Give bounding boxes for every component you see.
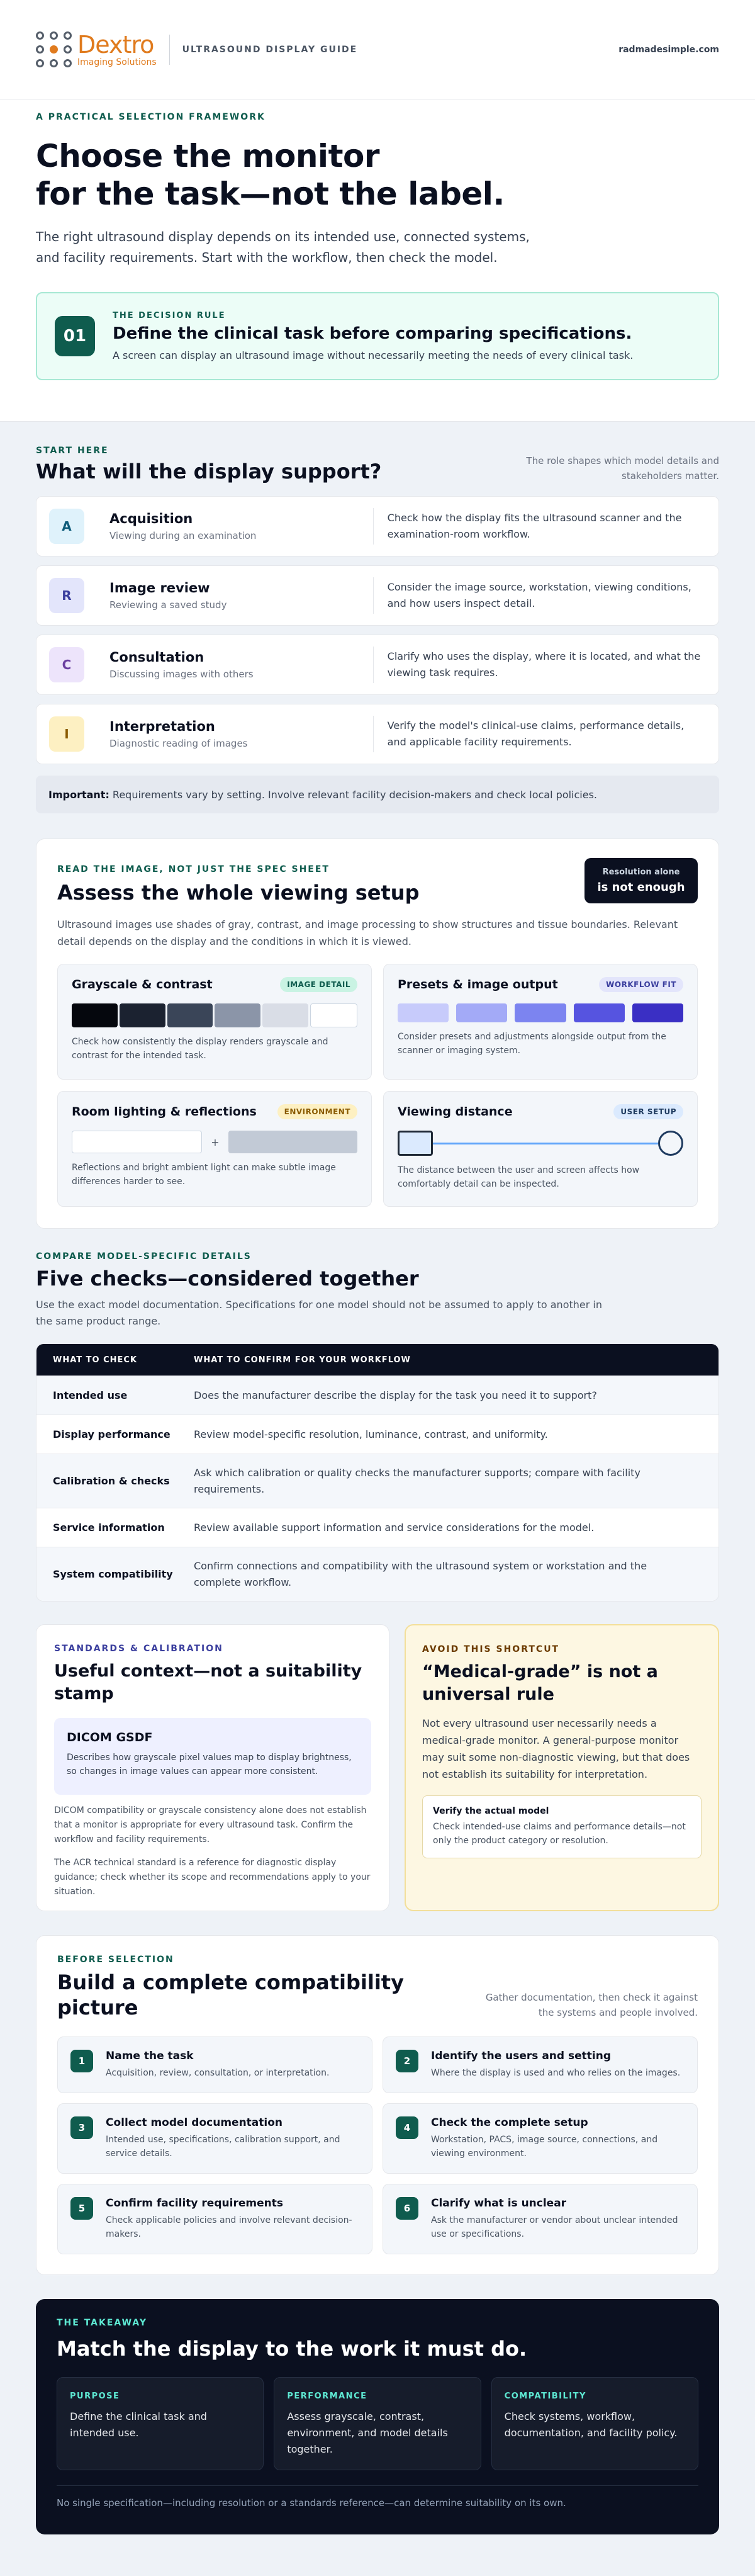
hero	[0, 99, 755, 422]
compat-title: Build a complete compatibility picture	[57, 1970, 404, 2020]
assess-lead: Ultrasound images use shades of gray, contrast, and image processing to show structures and tissue boundaries. Relevant detail depends on the display and the conditions in which it is viewed.	[57, 918, 678, 947]
support-eyebrow: START HERE	[36, 446, 109, 456]
step-item	[383, 2184, 698, 2254]
step-body	[106, 2116, 359, 2161]
table-header	[36, 1344, 719, 1376]
takeaway-title: Match the display to the work it must do.	[57, 2337, 527, 2361]
distance-illustration	[398, 1131, 683, 1156]
checks-eyebrow: COMPARE MODEL-SPECIFIC DETAILS	[36, 1251, 252, 1262]
role-divider	[373, 647, 374, 683]
support-section	[0, 422, 755, 813]
standards-paragraph-2: The ACR technical standard is a reference for diagnostic display guidance; check whether its scope and recommendations apply to your situation.	[54, 1858, 371, 1897]
role-description: Clarify who uses the display, where it is located, and what the viewing task requires.	[387, 650, 701, 679]
step-body	[106, 2050, 329, 2080]
tile-tag: WORKFLOW FIT	[599, 977, 683, 992]
assess-title: Assess the whole viewing setup	[57, 881, 420, 905]
standards-paragraph-1: DICOM compatibility or grayscale consistency alone does not establish that a monitor is appropriate for every ultrasound task. Confirm the workflow and facility requirements.	[54, 1805, 367, 1844]
step-text: Workstation, PACS, image source, connections, and viewing environment.	[431, 2135, 658, 2159]
checks-title: Five checks—considered together	[36, 1267, 419, 1291]
verify-text: Check intended-use claims and performance details—not only the product category or resolution.	[433, 1822, 686, 1846]
important-note	[36, 776, 719, 813]
step-body	[431, 2116, 685, 2161]
takeaway-footnote: No single specification—including resolution or a standards reference—can determine suitability on its own.	[57, 2485, 698, 2509]
viewer-icon	[658, 1131, 683, 1156]
check-name: Service information	[53, 1522, 165, 1534]
step-body	[106, 2197, 359, 2241]
pillar-purpose	[57, 2377, 264, 2470]
check-confirm: Confirm connections and compatibility with the ultrasound system or workstation and the complete workflow.	[194, 1559, 647, 1588]
step-body	[431, 2050, 680, 2080]
standards-eyebrow: STANDARDS & CALIBRATION	[54, 1644, 223, 1654]
table-row	[36, 1547, 719, 1601]
grayscale-swatch	[310, 1003, 357, 1027]
check-name: Calibration & checks	[53, 1475, 170, 1487]
resolution-badge	[584, 858, 698, 903]
step-text: Ask the manufacturer or vendor about unclear intended use or specifications.	[431, 2215, 678, 2239]
tile-tag: IMAGE DETAIL	[280, 977, 357, 992]
role-subtitle: Discussing images with others	[109, 669, 254, 680]
tile-text: Check how consistently the display renders grayscale and contrast for the intended task.	[72, 1037, 328, 1061]
role-divider	[373, 716, 374, 752]
logo[interactable]	[36, 31, 157, 68]
step-title: Collect model documentation	[106, 2116, 283, 2129]
pillar-label: PURPOSE	[70, 2392, 120, 2401]
lighting-illustration	[72, 1131, 357, 1153]
support-title: What will the display support?	[36, 460, 382, 483]
step-number: 4	[396, 2116, 418, 2139]
step-title: Identify the users and setting	[431, 2050, 611, 2062]
pillar-label: COMPATIBILITY	[504, 2392, 586, 2401]
assess-card	[36, 839, 719, 1229]
pillar-compatibility	[491, 2377, 698, 2470]
tile-distance	[383, 1091, 698, 1207]
tile-tag: USER SETUP	[613, 1104, 683, 1119]
standards-split	[36, 1624, 719, 1911]
role-title: Interpretation	[109, 719, 215, 734]
step-body	[431, 2197, 685, 2241]
hero-lead: The right ultrasound display depends on its intended use, connected systems, and facility requirements. Start with the workflow, then check the model.	[36, 229, 530, 265]
avoid-card	[405, 1624, 719, 1911]
tile-title: Viewing distance	[398, 1105, 513, 1119]
role-badge: C	[49, 647, 84, 682]
step-text: Check applicable policies and involve relevant decision-makers.	[106, 2215, 352, 2239]
role-subtitle: Diagnostic reading of images	[109, 738, 248, 749]
takeaway-card	[36, 2299, 719, 2534]
preset-swatch	[632, 1003, 683, 1022]
title-line-1: Choose the monitor	[36, 138, 379, 174]
tile-tag: ENVIRONMENT	[277, 1104, 357, 1119]
role-row-image-review	[36, 565, 719, 626]
role-title: Acquisition	[109, 511, 193, 526]
step-item	[57, 2184, 372, 2254]
step-text: Where the display is used and who relies on the images.	[431, 2068, 681, 2078]
role-badge: R	[49, 578, 84, 613]
role-divider	[373, 508, 374, 545]
screen-light-icon	[72, 1131, 202, 1153]
resolution-badge-line-1: Resolution alone	[602, 867, 680, 877]
check-confirm: Review model-specific resolution, luminance, contrast, and uniformity.	[194, 1428, 548, 1440]
pillar-text: Check systems, workflow, documentation, and facility policy.	[504, 2410, 678, 2439]
role-row-consultation	[36, 635, 719, 695]
check-confirm: Does the manufacturer describe the display for the task you need it to support?	[194, 1389, 597, 1401]
check-name: System compatibility	[53, 1568, 173, 1580]
role-subtitle: Viewing during an examination	[109, 530, 257, 541]
standards-card	[36, 1624, 389, 1911]
step-number: 2	[396, 2050, 418, 2072]
tile-text: Reflections and bright ambient light can make subtle image differences harder to see.	[72, 1163, 336, 1187]
glare-icon	[228, 1131, 357, 1153]
role-row-acquisition	[36, 496, 719, 556]
role-badge: A	[49, 509, 84, 544]
role-divider	[373, 577, 374, 614]
compat-note: Gather documentation, then check it against the systems and people involved.	[485, 1992, 698, 2018]
logo-mark-icon	[36, 31, 72, 68]
column-header-confirm: WHAT TO CONFIRM FOR YOUR WORKFLOW	[194, 1355, 411, 1365]
check-name: Intended use	[53, 1389, 128, 1401]
compat-eyebrow: BEFORE SELECTION	[57, 1955, 174, 1965]
rule-text: A screen can display an ultrasound image without necessarily meeting the needs of every clinical task.	[113, 349, 634, 361]
role-title: Image review	[109, 580, 210, 596]
pillar-performance	[274, 2377, 481, 2470]
pillar-text: Assess grayscale, contrast, environment, and model details together.	[287, 2410, 448, 2455]
page-title	[36, 137, 719, 213]
grayscale-swatch	[120, 1003, 165, 1027]
pillar-grid	[57, 2377, 698, 2470]
step-number: 1	[70, 2050, 93, 2072]
rule-number-badge: 01	[55, 316, 95, 356]
assess-eyebrow: READ THE IMAGE, NOT JUST THE SPEC SHEET	[57, 864, 330, 874]
tile-lighting	[57, 1091, 372, 1207]
site-link[interactable]: radmadesimple.com	[618, 44, 719, 55]
role-description: Verify the model's clinical-use claims, performance details, and applicable facility requirements.	[387, 720, 685, 748]
grayscale-swatch	[215, 1003, 260, 1027]
header-divider	[169, 35, 170, 65]
avoid-body: Not every ultrasound user necessarily needs a medical-grade monitor. A general-purpose monitor may suit some non-diagnostic viewing, but that does not establish its suitability for interpretation.	[422, 1717, 690, 1780]
step-title: Check the complete setup	[431, 2116, 588, 2129]
role-title: Consultation	[109, 650, 204, 665]
tile-title: Presets & image output	[398, 978, 558, 991]
step-item	[383, 2103, 698, 2174]
check-confirm: Ask which calibration or quality checks the manufacturer supports; compare with facility requirements.	[194, 1466, 640, 1495]
tile-text: Consider presets and adjustments alongside output from the scanner or imaging system.	[398, 1032, 666, 1056]
grayscale-swatch	[167, 1003, 213, 1027]
step-item	[383, 2037, 698, 2093]
step-item	[57, 2103, 372, 2174]
role-description: Consider the image source, workstation, viewing conditions, and how users inspect detail.	[387, 581, 691, 609]
checks-section	[0, 1229, 755, 1602]
guide-label: ULTRASOUND DISPLAY GUIDE	[182, 44, 358, 55]
table-row	[36, 1508, 719, 1547]
verify-box	[422, 1795, 702, 1858]
rule-title: Define the clinical task before comparing specifications.	[113, 324, 632, 343]
step-title: Confirm facility requirements	[106, 2197, 283, 2210]
role-description: Check how the display fits the ultrasound scanner and the examination-room workflow.	[387, 512, 682, 540]
tile-grayscale	[57, 964, 372, 1080]
avoid-eyebrow: AVOID THIS SHORTCUT	[422, 1644, 560, 1654]
step-number: 5	[70, 2197, 93, 2220]
step-item	[57, 2037, 372, 2093]
step-title: Clarify what is unclear	[431, 2197, 567, 2210]
support-note: The role shapes which model details and stakeholders matter.	[526, 455, 719, 482]
monitor-icon	[398, 1131, 433, 1156]
tile-text: The distance between the user and screen affects how comfortably detail can be inspected.	[398, 1165, 640, 1189]
preset-swatch	[515, 1003, 566, 1022]
tile-title: Room lighting & reflections	[72, 1105, 257, 1119]
step-text: Acquisition, review, consultation, or interpretation.	[106, 2068, 330, 2078]
important-text: Requirements vary by setting. Involve relevant facility decision-makers and check local policies.	[109, 788, 597, 801]
preset-swatch	[456, 1003, 507, 1022]
role-title-group	[109, 719, 373, 749]
title-line-2: for the task—not the label.	[36, 176, 505, 212]
distance-line	[433, 1143, 658, 1144]
role-title-group	[109, 650, 373, 680]
checks-lead: Use the exact model documentation. Specifications for one model should not be assumed to apply to another in the same product range.	[36, 1299, 602, 1327]
grayscale-swatch	[72, 1003, 118, 1027]
verify-title: Verify the actual model	[433, 1806, 549, 1816]
dicom-text: Describes how grayscale pixel values map to display brightness, so changes in image values can appear more consistent.	[67, 1753, 352, 1777]
check-name: Display performance	[53, 1428, 171, 1440]
preset-swatches	[398, 1003, 683, 1022]
header	[0, 0, 755, 99]
checks-table	[36, 1343, 719, 1602]
check-confirm: Review available support information and service considerations for the model.	[194, 1521, 595, 1534]
table-row	[36, 1454, 719, 1508]
resolution-badge-line-2: is not enough	[597, 881, 685, 894]
preset-swatch	[398, 1003, 449, 1022]
logo-name: Dextro	[77, 30, 154, 59]
rule-kicker: THE DECISION RULE	[113, 311, 226, 320]
role-subtitle: Reviewing a saved study	[109, 599, 227, 611]
pillar-label: PERFORMANCE	[287, 2392, 367, 2401]
takeaway-eyebrow: THE TAKEAWAY	[57, 2318, 148, 2328]
logo-subtitle: Imaging Solutions	[77, 57, 157, 67]
step-title: Name the task	[106, 2050, 194, 2062]
role-row-interpretation	[36, 704, 719, 764]
pillar-text: Define the clinical task and intended use.	[70, 2410, 207, 2439]
preset-swatch	[574, 1003, 625, 1022]
step-number: 6	[396, 2197, 418, 2220]
dicom-title: DICOM GSDF	[67, 1731, 153, 1744]
table-row	[36, 1415, 719, 1454]
step-text: Intended use, specifications, calibration support, and service details.	[106, 2135, 340, 2159]
grayscale-swatches	[72, 1003, 357, 1027]
decision-rule-card	[36, 292, 719, 380]
dicom-box	[54, 1718, 371, 1795]
compat-card	[36, 1935, 719, 2275]
tile-title: Grayscale & contrast	[72, 978, 213, 991]
step-grid	[57, 2037, 698, 2254]
step-number: 3	[70, 2116, 93, 2139]
role-list	[36, 496, 719, 764]
grayscale-swatch	[262, 1003, 308, 1027]
standards-title: Useful context—not a suitability stamp	[54, 1661, 362, 1703]
tile-presets	[383, 964, 698, 1080]
role-title-group	[109, 580, 373, 611]
hero-eyebrow: A PRACTICAL SELECTION FRAMEWORK	[36, 112, 266, 122]
avoid-title: “Medical-grade” is not a universal rule	[422, 1662, 658, 1704]
table-row	[36, 1376, 719, 1415]
role-badge: I	[49, 716, 84, 752]
plus-icon: +	[211, 1136, 220, 1148]
important-label: Important:	[48, 788, 109, 801]
column-header-check: WHAT TO CHECK	[53, 1355, 138, 1365]
role-title-group	[109, 511, 373, 541]
